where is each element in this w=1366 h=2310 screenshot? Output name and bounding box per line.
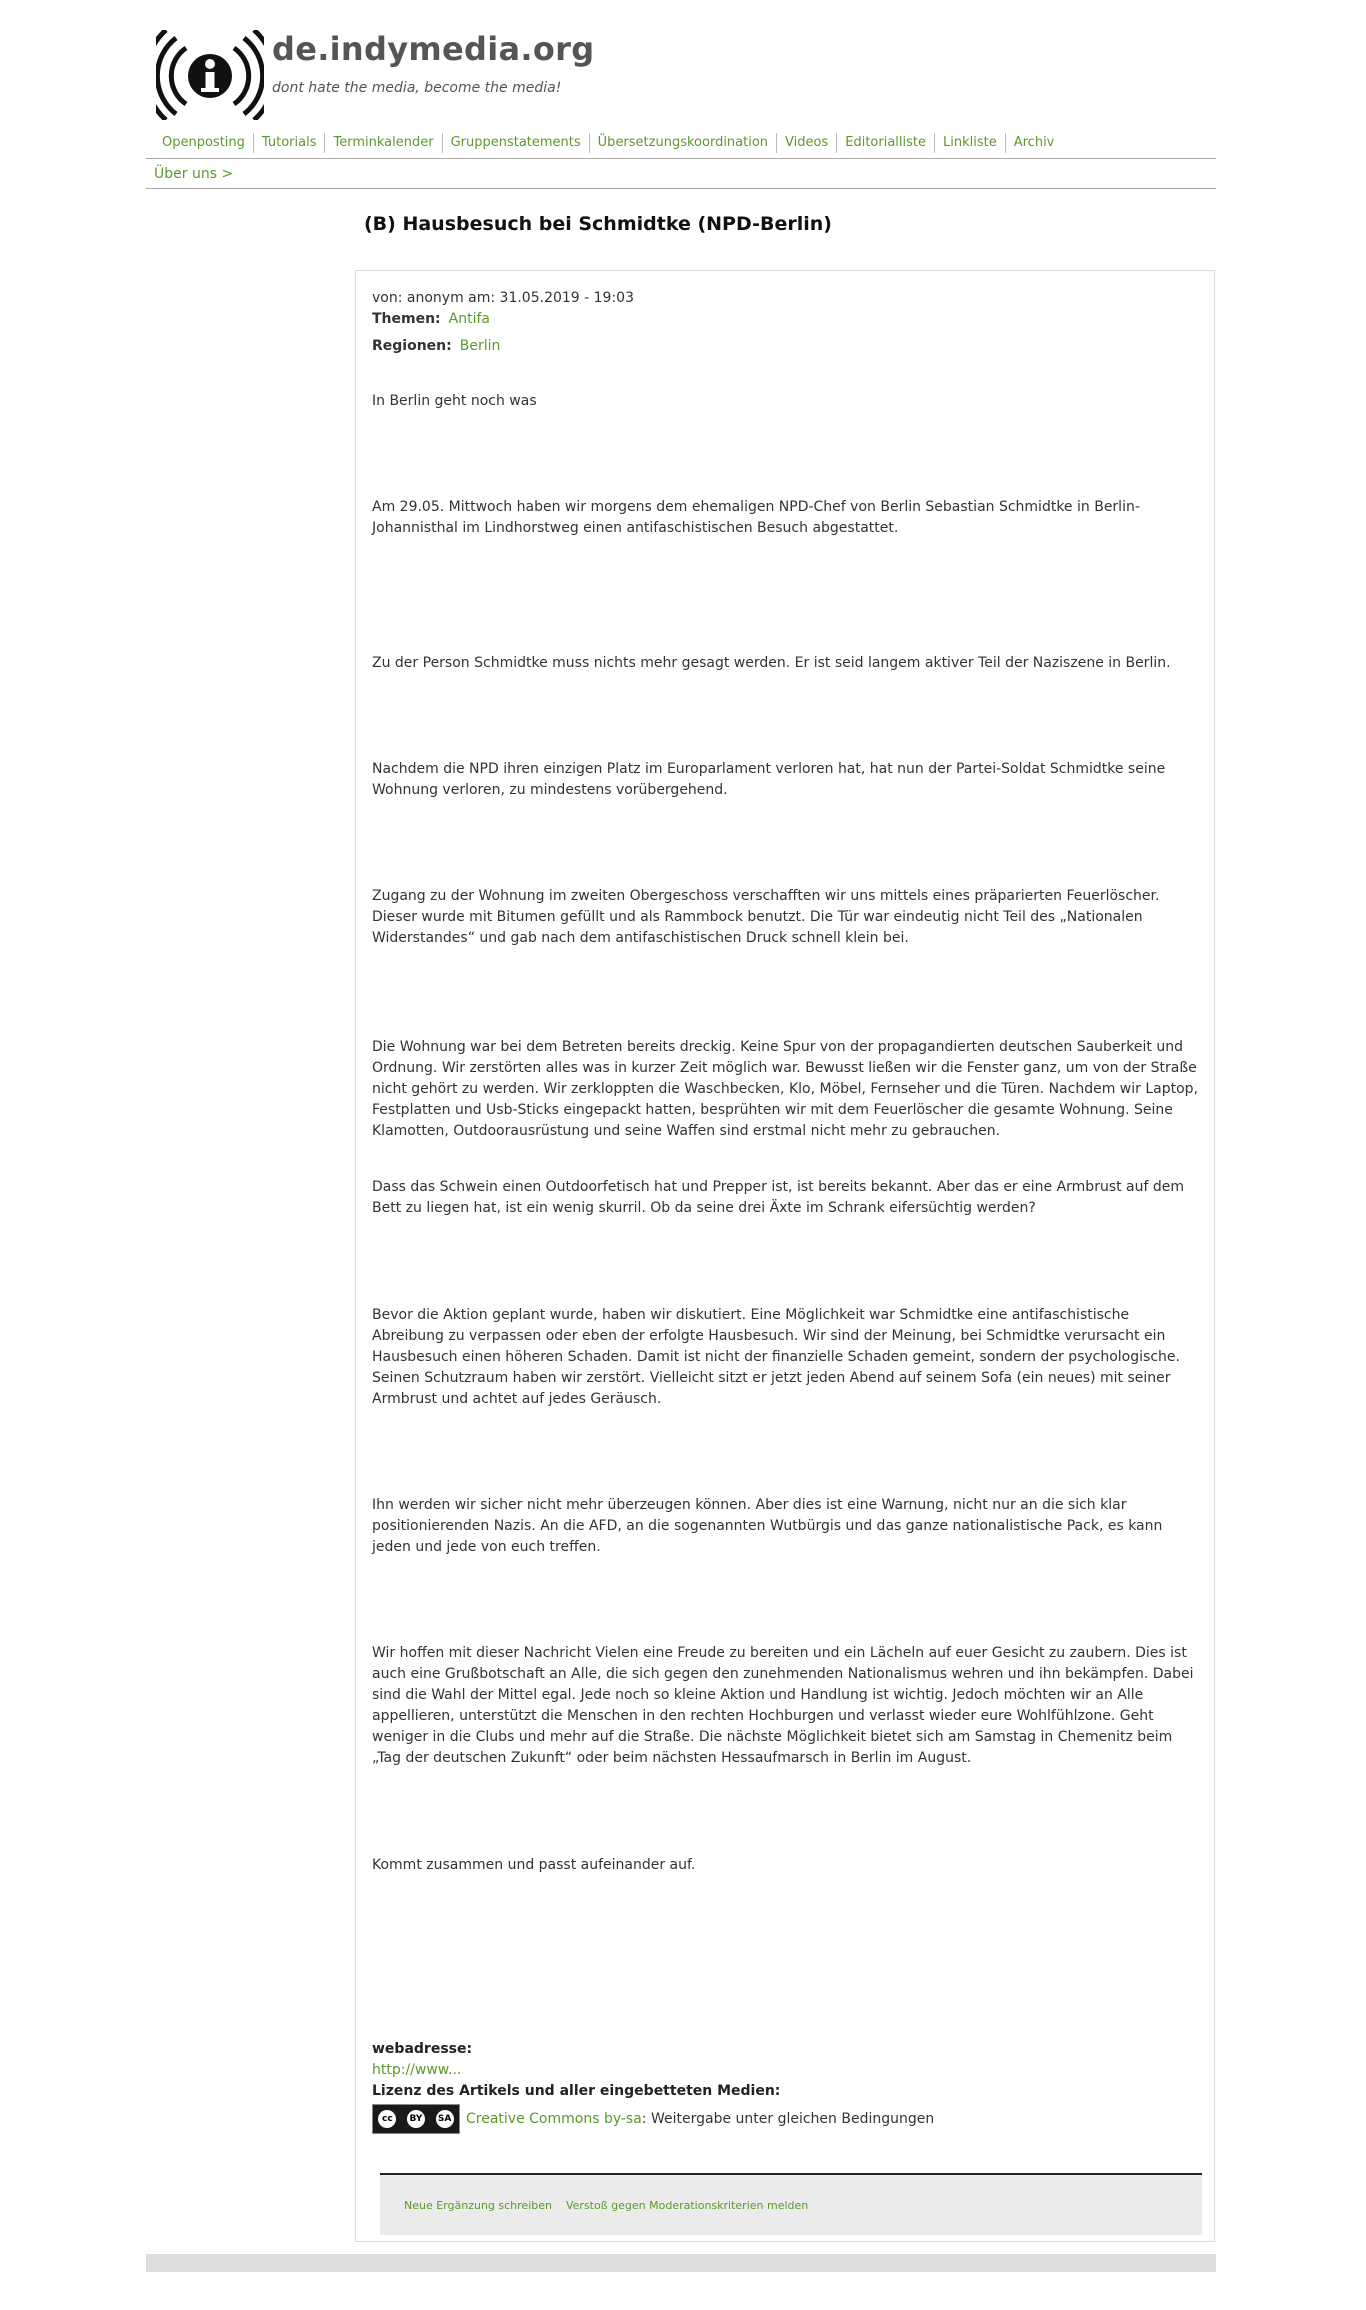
article-title: (B) Hausbesuch bei Schmidtke (NPD-Berlin) [364, 213, 832, 235]
indymedia-logo[interactable] [156, 30, 264, 120]
article-meta [372, 289, 634, 356]
region-link-berlin[interactable]: Berlin [459, 338, 501, 354]
article-paragraph: Am 29.05. Mittwoch haben wir morgens dem ehemaligen NPD-Chef von Berlin Sebastian Schmidtke in Berlin-Johannisthal im Lindhorstweg einen antifaschistischen Besuch abgestattet. [372, 499, 1140, 536]
by-icon: BY [407, 2110, 425, 2128]
article-paragraph: Die Wohnung war bei dem Betreten bereits dreckig. Keine Spur von der propagandierten deutschen Sauberkeit und Ordnung. Wir zerstörten alles was in kurzer Zeit möglich war. Bewusst ließen wir die Fenster ganz, um von der Straße nicht gehört zu werden. Wir zerkloppten die Waschbecken, Klo, Möbel, Fernseher und die Türen. Nachdem wir Laptop, Festplatten und Usb-Sticks eingepackt hatten, besprühten wir mit dem Feuerlöscher die gesamte Wohnung. Seine Klamotten, Outdoorausrüstung und seine Waffen sind erstmal nicht mehr zu gebrauchen. [372, 1039, 1198, 1139]
themes-label: Themen: [372, 311, 441, 327]
cc-by-sa-badge-icon[interactable] [372, 2104, 460, 2134]
webaddress-link[interactable]: http://www... [372, 2062, 462, 2078]
article-paragraph: Bevor die Aktion geplant wurde, haben wir diskutiert. Eine Möglichkeit war Schmidtke eine antifaschistische Abreibung zu verpassen oder eben der erfolgte Hausbesuch. Wir sind der Meinung, bei Schmidtke verursacht ein Hausbesuch einen höheren Schaden. Damit ist nicht der finanzielle Schaden gemeint, sondern der psychologische. Seinen Schutzraum haben wir zerstört. Vielleicht sitzt er jetzt jeden Abend auf seinem Sofa (ein neues) mit seiner Armbrust und achtet auf jedes Geräusch. [372, 1307, 1180, 1407]
about-row [146, 159, 1216, 189]
nav-item-videos[interactable]: Videos [776, 133, 836, 153]
article-paragraph: Dass das Schwein einen Outdoorfetisch hat und Prepper ist, ist bereits bekannt. Aber das er eine Armbrust auf dem Bett zu liegen hat, ist ein wenig skurril. Ob da seine drei Äxte im Schrank eifersüchtig werden? [372, 1179, 1185, 1216]
article-extras [372, 2039, 934, 2134]
sa-icon: SA [436, 2110, 454, 2128]
nav-item-tutorials[interactable]: Tutorials [253, 133, 325, 153]
article-paragraph: Zugang zu der Wohnung im zweiten Obergeschoss verschafften wir uns mittels eines präparierten Feuerlöscher. Dieser wurde mit Bitumen gefüllt und als Rammbock benutzt. Die Tür war eindeutig nicht Teil des „Nationalen Widerstandes“ und gab nach dem antifaschistischen Druck schnell klein bei. [372, 888, 1160, 946]
site-header [146, 0, 1216, 128]
webaddress-label: webadresse: [372, 2041, 473, 2057]
cc-icon: cc [378, 2110, 396, 2128]
license-description: : Weitergabe unter gleichen Bedingungen [641, 2111, 935, 2127]
main-nav [146, 128, 1216, 159]
theme-link-antifa[interactable]: Antifa [448, 311, 491, 327]
article-card [355, 270, 1215, 2242]
regions-row [372, 337, 634, 356]
nav-item-gruppenstatements[interactable]: Gruppenstatements [442, 133, 589, 153]
nav-item-openposting[interactable]: Openposting [162, 135, 245, 150]
article-paragraph: Wir hoffen mit dieser Nachricht Vielen eine Freude zu bereiten und ein Lächeln auf euer Gesicht zu zaubern. Dies ist auch eine Grußbotschaft an Alle, die sich gegen den zunehmenden Nationalismus wehren und ihn bekämpfen. Dabei sind die Wahl der Mittel egal. Jede noch so kleine Aktion und Handlung ist wichtig. Jedoch möchten wir an Alle appellieren, unterstützt die Menschen in den rechten Hochburgen und verlasst wieder eure Wohlfühlzone. Geht weniger in die Clubs und mehr auf die Straße. Die nächste Möglichkeit bietet sich am Samstag in Chemenitz beim „Tag der deutschen Zukunft“ oder beim nächsten Hessaufmarsch in Berlin im August. [372, 1645, 1194, 1766]
nav-item-archiv[interactable]: Archiv [1005, 133, 1063, 153]
article-footer-bar [380, 2173, 1202, 2235]
article-byline: von: anonym am: 31.05.2019 - 19:03 [372, 290, 634, 306]
site-title[interactable]: de.indymedia.org [272, 30, 595, 68]
article-paragraph: In Berlin geht noch was [372, 393, 537, 409]
nav-item-terminkalender[interactable]: Terminkalender [324, 133, 441, 153]
themes-row [372, 310, 634, 329]
add-comment-link[interactable]: Neue Ergänzung schreiben [404, 2198, 552, 2212]
page [146, 0, 1216, 2212]
license-label: Lizenz des Artikels und aller eingebetteten Medien: [372, 2083, 781, 2099]
article-paragraph: Nachdem die NPD ihren einzigen Platz im Europarlament verloren hat, hat nun der Partei-Soldat Schmidtke seine Wohnung verloren, zu mindestens vorübergehend. [372, 761, 1166, 798]
article-paragraph: Zu der Person Schmidtke muss nichts mehr gesagt werden. Er ist seid langem aktiver Teil der Naziszene in Berlin. [372, 655, 1171, 671]
nav-item-editorialliste[interactable]: Editorialliste [836, 133, 934, 153]
regions-label: Regionen: [372, 338, 452, 354]
about-link[interactable]: Über uns > [154, 165, 234, 182]
license-link[interactable]: Creative Commons by-sa [466, 2111, 642, 2127]
article-paragraph: Ihn werden wir sicher nicht mehr überzeugen können. Aber dies ist eine Warnung, nicht nur an die sich klar positionierenden Nazis. An die AFD, an die sogenannten Wutbürgis und das ganze nationalistische Pack, es kann jeden und jede von euch treffen. [372, 1497, 1163, 1555]
nav-item-linkliste[interactable]: Linkliste [934, 133, 1005, 153]
site-tagline: dont hate the media, become the media! [272, 80, 562, 96]
license-row [372, 2104, 934, 2134]
nav-item-uebersetzungskoordination[interactable]: Übersetzungskoordination [589, 133, 776, 153]
page-footer-strip [146, 2254, 1216, 2272]
article-paragraph: Kommt zusammen und passt aufeinander auf. [372, 1857, 696, 1873]
report-violation-link[interactable]: Verstoß gegen Moderationskriterien melden [565, 2198, 809, 2212]
